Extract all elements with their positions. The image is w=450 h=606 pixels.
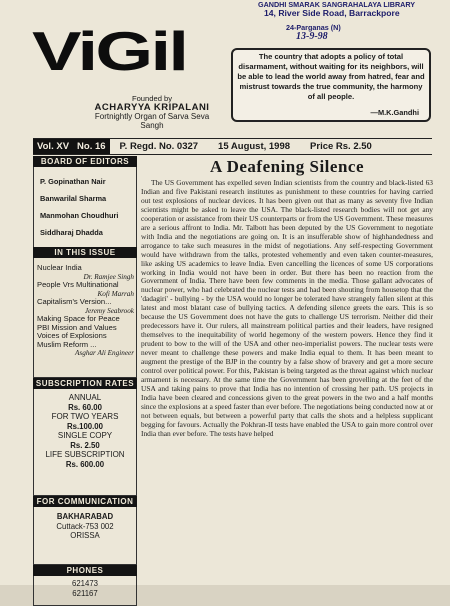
lead-article: [141, 156, 433, 583]
communication-address: [33, 507, 137, 565]
stamp-line-1: GANDHI SMARAK SANGRAHALAYA LIBRARY: [258, 0, 416, 9]
quote-text: The country that adopts a policy of total disarmament, without waiting for its neighbors, will be able to lead the world away from hatred, fear and mistrust towards the true community, the harmony of all people.: [237, 52, 425, 101]
issue-item-title: Capitalism's Version...: [37, 297, 112, 306]
subscription-price: Rs. 2.50: [70, 440, 100, 450]
phones-heading: PHONES: [33, 565, 137, 576]
organ-line: Fortnightly Organ of Sarva Seva Sangh: [94, 112, 210, 130]
issue-item-title: Making Space for Peace: [37, 314, 120, 323]
subscription-rates: [33, 389, 137, 496]
issue-item-title: PBI Mission and Values: [37, 322, 117, 332]
stamp-line-3: 24-Parganas (N): [286, 23, 341, 32]
issue-item-title: People Vrs Multinational: [37, 280, 119, 289]
editors-heading: BOARD OF EDITORS: [33, 156, 137, 167]
editor-name: P. Gopinathan Nair: [40, 177, 106, 186]
quote-author: —M.K.Gandhi: [370, 108, 419, 117]
editor-name: Manmohan Choudhuri: [40, 211, 119, 220]
founded-by-label: Founded by: [131, 94, 173, 103]
phone-numbers: [33, 576, 137, 606]
masthead-logo: ViGil: [32, 20, 187, 82]
issue-date: 15 August, 1998: [218, 141, 291, 152]
subscription-price: Rs. 600.00: [65, 459, 105, 469]
address-line: ORISSA: [70, 531, 100, 540]
issue-item-title: Voices of Explosions: [37, 331, 107, 340]
article-headline: A Deafening Silence: [210, 157, 364, 176]
subscription-label: FOR TWO YEARS: [51, 412, 119, 421]
subscription-heading: SUBSCRIPTION RATES: [33, 378, 137, 389]
subscription-label: ANNUAL: [68, 393, 102, 402]
issue-heading: IN THIS ISSUE: [33, 247, 137, 258]
founded-block: [92, 94, 212, 130]
subscription-label: SINGLE COPY: [57, 431, 113, 440]
phone-number: 621167: [72, 588, 98, 598]
issue-item-title: Nuclear India: [37, 263, 82, 272]
issue-number: No. 16: [77, 141, 106, 152]
gandhi-quote-box: [231, 48, 431, 122]
issue-item-author: Kofi Marrah: [97, 289, 134, 298]
issue-price: Price Rs. 2.50: [310, 141, 372, 152]
stamp-date: 13-9-98: [296, 31, 328, 42]
address-line: Cuttack-753 002: [56, 521, 114, 531]
issue-item-title: Muslim Reform ...: [37, 339, 97, 349]
subscription-price: Rs.100.00: [67, 421, 103, 431]
communication-heading: FOR COMMUNICATION: [33, 496, 137, 507]
volume-number: Vol. XV: [37, 141, 70, 152]
subscription-label: LIFE SUBSCRIPTION: [45, 450, 125, 459]
library-stamp: [258, 0, 448, 41]
issue-item-author: Jeremy Seabrook: [84, 306, 134, 315]
article-body: The US Government has expelled seven Indian scientists from the country and black-listed 63 Indian and five Pakistani research institutes as punishment to these countries for having carried out test explosions of nuclear devices. It has been given out that as many as seventy five Indian scientists might be asked to leave the USA. The black-listed research bodies will not get any cooperation or assistance from their US counterparts or from the US Government. These measures are a serious affront to India. Mr. Talbott has been deputed by the US Government to negotiate with India and the negotiations are going on. It is an insufferable show of highhandedness and arrogance to take such measures in the midst of negotiations. Any self-respecting Government would have withdrawn from the talks, protested vehemently and even taken counter-measures, like asking US academics to leave India. Even cancelling the licences of some US corporations working in India would not have been in order. But there has been no reaction from the Government of India. There have been few comments in the media. Those gallant advocates of nuclear power, who had celebrated the nuclear tests and had been shouting from housetop that the 'dadagiri' - bullying - by the USA would no longer be tolerated have strangely fallen silent at this latest and most blatant case of bullying tactics. A defending silence greets the ears. This is so because the US Government does not have the guts to challenge US terrorism. Neither did their predecessors have it. Our rulers, all mainstream political parties and their leaders, have resigned themselves to the inequitability of world hegemony of the western powers. Hence they find it prudent to bow to the will of the USA and other neo-imperialist powers. The nuclear tests were never meant to challenge these powers and make India equal to them. It has been meant to augment the prestige of the BJP in the country by a false show of bravery and get a more secure control over political power. For this, Pakistan is being targeted as the threat against which nuclear armament is necessary. At the same time the Government has been grovelling at the feet of the USA and taking pains to prove that India has no intention of crossing her path. US projects in India have been cleared and concessions given to the great powers in the two and a half months since the explosions at a speed faster than ever before. The negotiations being conducted now at or not between equals, but between a powerful party that calls the shots and a helpless supplicant begging for favours. Actually the Pokhran-II tests have enabled the USA to gain more control over India than ever before. The tests have helped: [141, 179, 433, 438]
sidebar: [33, 156, 137, 598]
issue-item-author: Dr. Ramjee Singh: [83, 272, 134, 281]
editor-name: Siddharaj Dhadda: [40, 228, 103, 237]
founder-name: ACHARYYA KRIPALANI: [94, 102, 210, 113]
editor-name: Banwarilal Sharma: [40, 194, 107, 203]
stamp-line-2: 14, River Side Road, Barrackpore: [264, 8, 400, 18]
subscription-price: Rs. 60.00: [68, 402, 102, 412]
issue-contents: [33, 258, 137, 378]
postal-reg-number: P. Regd. No. 0327: [119, 141, 199, 152]
phone-number: 621473: [71, 579, 99, 588]
issue-info-bar: [33, 138, 432, 155]
issue-item-author: Asghar Ali Engineer: [75, 349, 134, 357]
address-line: BAKHARABAD: [56, 512, 114, 521]
editors-list: [33, 167, 137, 247]
volume-block: [33, 139, 110, 154]
